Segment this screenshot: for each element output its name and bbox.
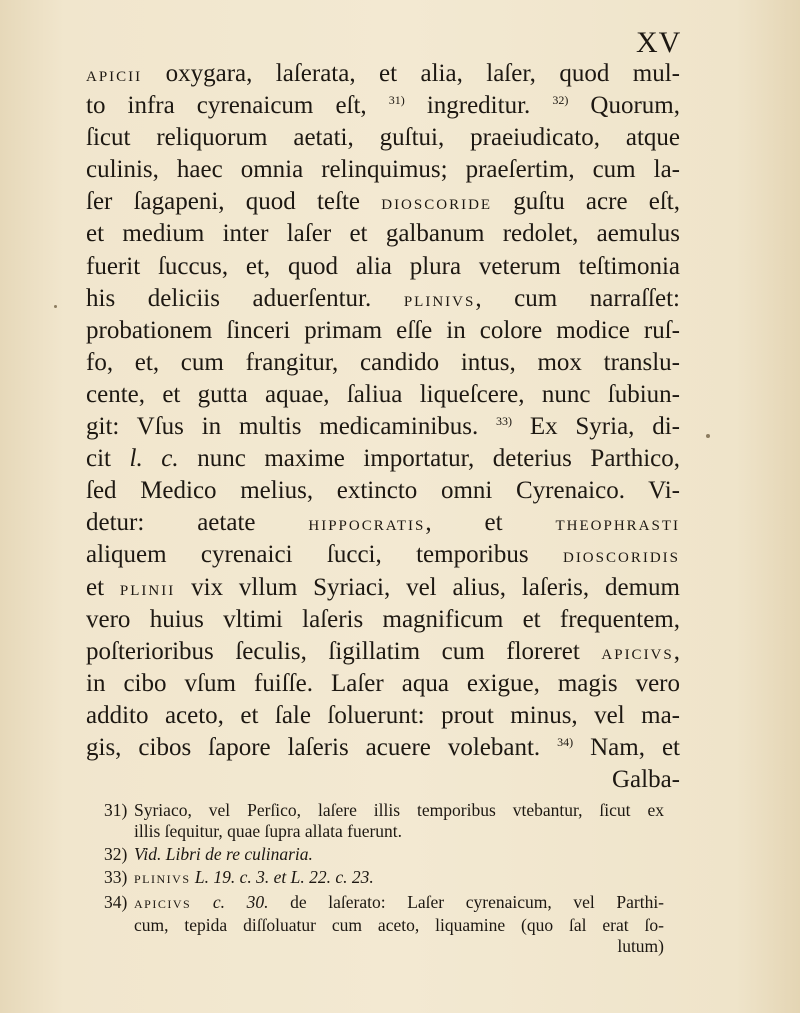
text-line [86,764,680,796]
text-line [86,122,680,154]
small-caps-name: THEOPHRASTI [555,518,680,535]
text-run: detur: aetate [86,509,309,537]
text-run: poſterioribus ſeculis, ſigillatim cum floreret [86,637,602,665]
text-run: guſtu acre eſt, [492,188,680,216]
footnote-text [134,844,664,865]
text-line [86,251,680,283]
text-run: cente, et gutta aquae, ſaliua liqueſcere, nunc ſubiun- [86,380,680,408]
text-run: addito aceto, et ſale ſoluerunt: prout minus, vel ma- [86,701,680,729]
text-run: illis ſequitur, quae ſupra allata fuerunt. [134,821,403,841]
footnote [104,892,664,957]
footnote-line [134,936,664,957]
text-line [86,539,680,571]
text-run: ſer ſagapeni, quod teſte [86,188,382,216]
footnote-number: 33) [104,867,128,887]
text-run: git: Vſus in multis medicaminibus. [86,413,497,441]
text-run: cit [86,445,130,473]
text-line [86,186,680,218]
text-run: Ex Syria, di- [512,413,680,441]
text-line [86,572,680,604]
small-caps-name: APICIVS [134,897,192,911]
footnote-text [134,867,664,890]
text-run: vero huius vltimi laſeris magnificum et frequentem, [86,605,680,633]
text-run: probationem ſinceri primam eſſe in colore modice ruſ- [86,316,680,344]
italic-text: l. c. [129,445,179,473]
italic-text: L. 19. c. 3. et L. 22. c. 23. [194,867,374,887]
text-run: Syriaco, vel Perſico, laſere illis temporibus vtebantur, ſicut ex [134,800,664,820]
text-run: Quorum, [568,92,680,120]
text-line [86,732,680,764]
text-run: cum, tepida diſſoluatur cum aceto, liquamine (quo ſal erat ſo- [134,915,664,935]
text-run: fo, et, cum frangitur, candido intus, mox translu- [86,348,680,376]
text-line [86,283,680,315]
main-text-block [86,58,680,796]
footnote-text [134,892,664,957]
footnote-text [134,800,664,842]
small-caps-name: APICIVS [601,646,674,663]
footnote-marker: 33) [496,414,513,429]
text-run: , et [425,509,556,537]
small-caps-name: PLINIVS [134,872,191,886]
text-line [86,507,680,539]
text-run: fuerit ſuccus, et, quod alia plura veterum teſtimonia [86,252,680,280]
small-caps-name: DIOSCORIDIS [562,550,680,567]
footnote-line [134,915,664,936]
footnote-number: 31) [104,800,128,820]
text-run: ſed Medico melius, extincto omni Cyrenaico. Vi- [86,477,680,505]
margin-speck [706,434,710,438]
text-line [86,604,680,636]
text-run [191,892,213,912]
text-line [86,347,680,379]
text-run: Nam, et [573,733,680,761]
text-run: lutum) [617,936,664,956]
text-run: his deliciis aduerſentur. [86,284,404,312]
text-line [86,700,680,732]
footnote [104,867,664,890]
text-run: de laſerato: Laſer cyrenaicum, vel Parthi- [268,892,665,912]
footnote-marker: 34) [557,734,574,749]
text-run: nunc maxime importatur, deterius Parthico, [178,445,680,473]
text-run: in cibo vſum fuiſſe. Laſer aqua exigue, magis vero [86,669,680,697]
footnote-marker: 31) [388,93,405,108]
italic-text: Vid. Libri de re culinaria. [134,844,313,864]
italic-text: c. 30. [212,892,269,912]
text-run: et medium inter laſer et galbanum redolet, aemulus [86,220,680,248]
footnote [104,844,664,865]
text-run: ingreditur. [404,92,553,120]
footnote-line [134,821,664,842]
small-caps-name: PLINIVS [403,293,476,310]
text-run: aliquem cyrenaici ſucci, temporibus [86,541,563,569]
text-line [86,475,680,507]
footnote-marker: 32) [552,93,569,108]
text-line [86,58,680,90]
text-run: vix vllum Syriaci, vel alius, laſeris, demum [175,573,680,601]
text-line [86,443,680,475]
text-run: , cum narraſſet: [475,284,680,312]
footnote-number: 32) [104,844,128,864]
text-line [86,411,680,443]
footnote [104,800,664,842]
text-run: culinis, haec omnia relinquimus; praeſertim, cum la- [86,156,680,184]
text-run: et [86,573,120,601]
text-run: oxygara, laſerata, et alia, laſer, quod mul- [142,60,680,87]
page-number: XV [636,26,682,59]
text-line [86,154,680,186]
footnote-number: 34) [104,892,128,912]
footnote-line [134,844,664,865]
text-line [86,668,680,700]
text-line [86,636,680,668]
footnote-line [134,892,664,915]
text-line [86,315,680,347]
footnotes [104,800,664,959]
text-run: , [673,637,680,665]
footnote-line [134,867,664,890]
text-run: Galba- [611,766,680,794]
text-line [86,379,680,411]
small-caps-name: PLINII [119,582,176,599]
text-line [86,218,680,250]
small-caps-name: APICII [86,69,143,85]
small-caps-name: DIOSCORIDE [381,197,493,214]
footnote-line [134,800,664,821]
margin-speck [54,305,57,308]
small-caps-name: HIPPOCRATIS [308,518,426,535]
text-line [86,90,680,122]
text-run: gis, cibos ſapore laſeris acuere volebant. [86,733,558,761]
text-run: to infra cyrenaicum eſt, [86,92,389,120]
text-run: ſicut reliquorum aetati, guſtui, praeiudicato, atque [86,124,680,152]
